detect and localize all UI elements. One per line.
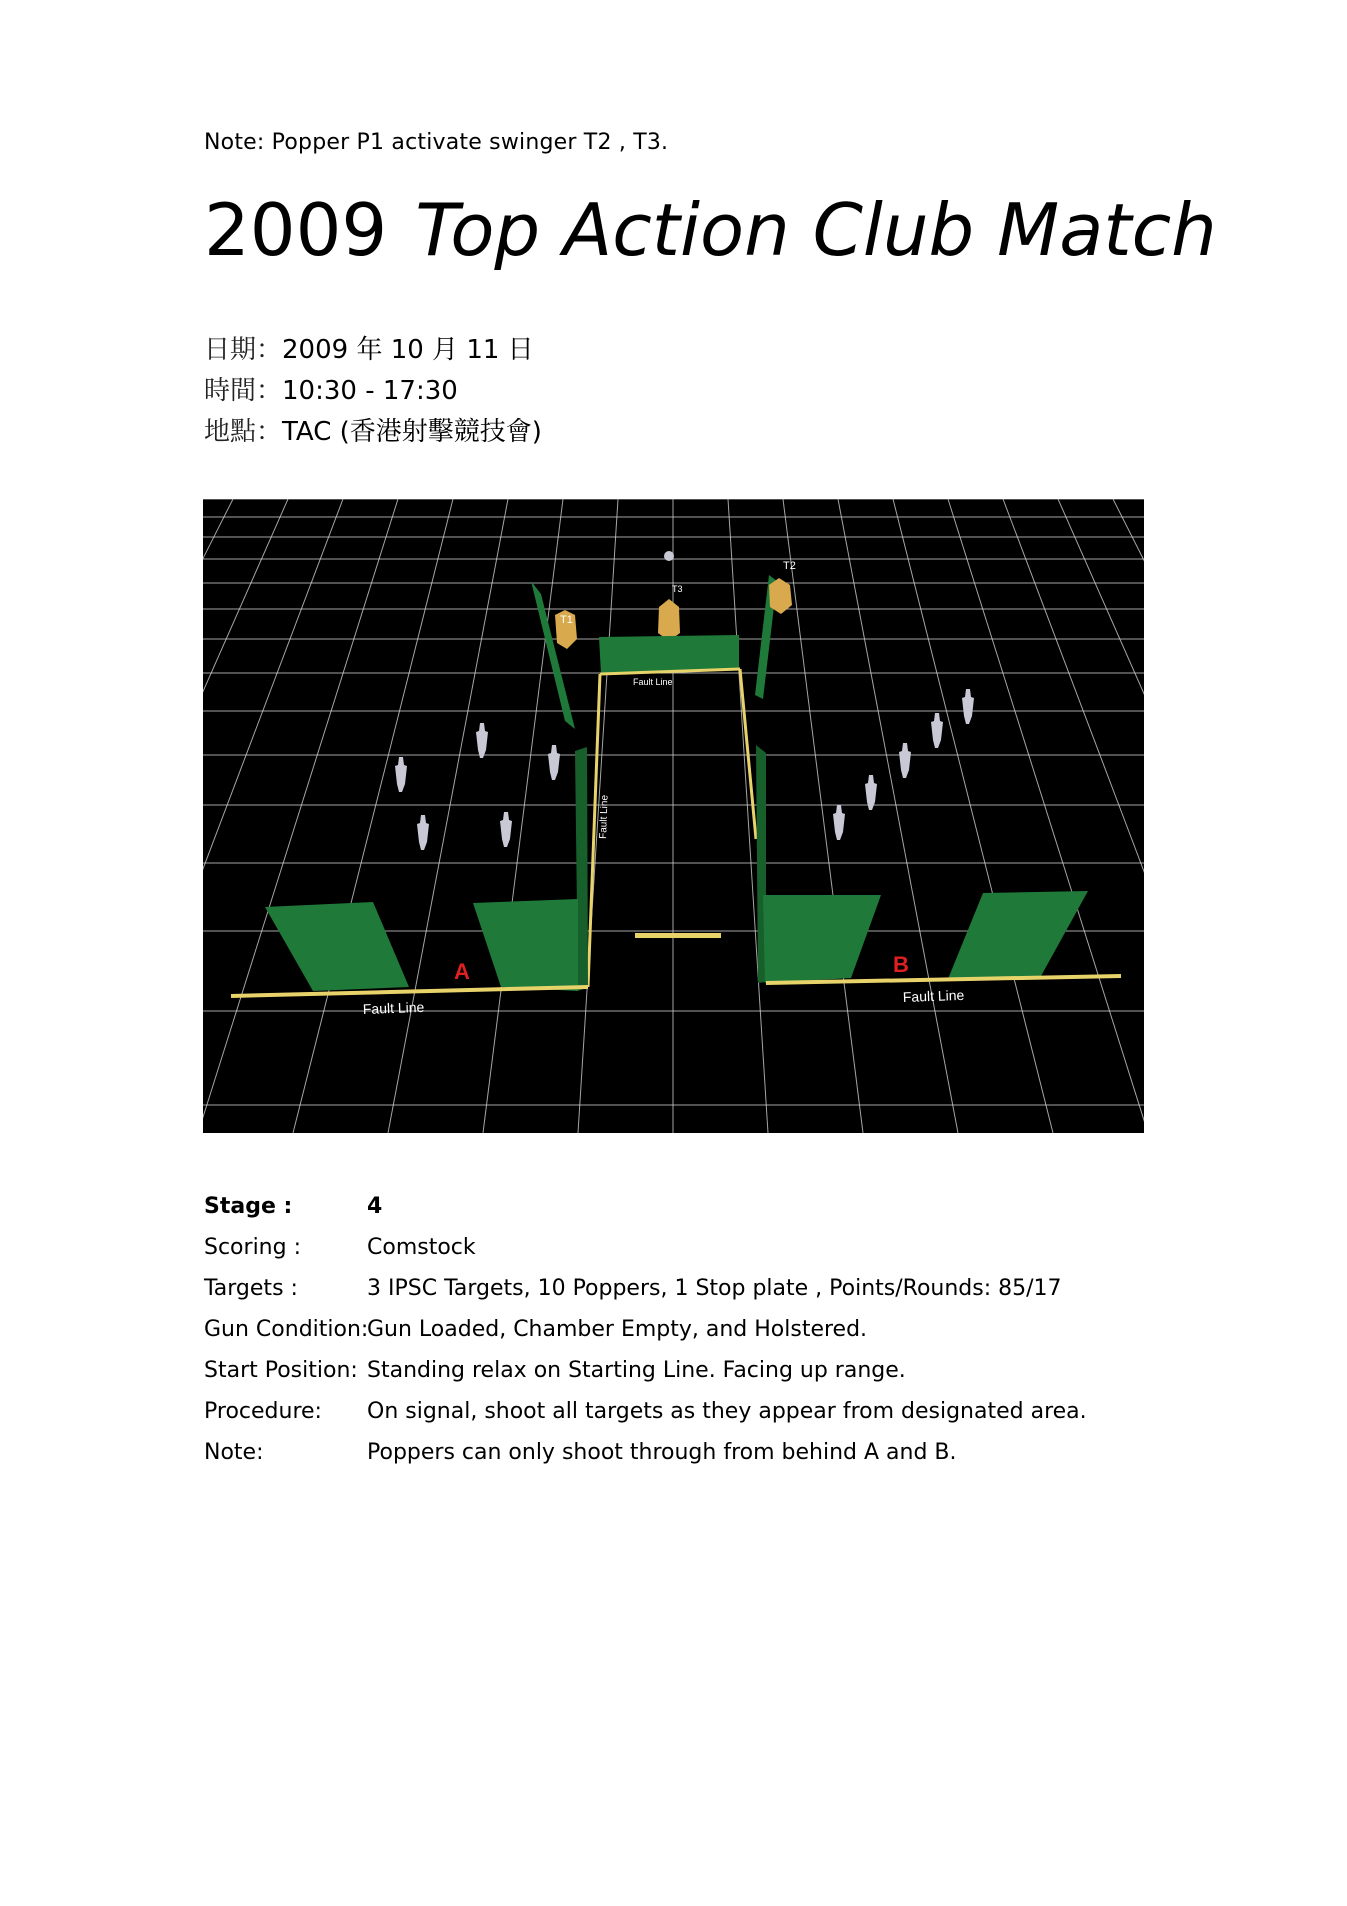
stage-diagram-svg [203, 499, 1144, 1133]
fault-line-right-label: Fault Line [902, 986, 965, 1005]
area-b-label: B [893, 952, 909, 977]
info-location [204, 412, 542, 453]
start-line [635, 933, 721, 938]
info-date [204, 330, 542, 371]
stage-diagram [203, 499, 1144, 1133]
title-name: Top Action Club Match [415, 188, 1217, 272]
barrier-top [599, 635, 739, 674]
detail-value: On signal, shoot all targets as they appear from designated area. [367, 1399, 1087, 1424]
detail-key: Stage : [204, 1194, 293, 1219]
info-label: 日期： [204, 335, 283, 365]
detail-key: Start Position: [204, 1358, 358, 1383]
header-note: Note: Popper P1 activate swinger T2 , T3. [204, 130, 669, 155]
match-info [204, 330, 542, 453]
info-value: 2009 年 10 月 11 日 [282, 335, 534, 365]
fault-line-vertical-label: Fault Line [598, 794, 611, 840]
area-a-label: A [454, 959, 470, 984]
title-year: 2009 [204, 188, 388, 272]
info-value: TAC (香港射擊競技會) [282, 417, 542, 447]
fault-line-left-label: Fault Line [362, 998, 425, 1017]
info-label: 地點： [204, 417, 283, 447]
t1-label: T1 [560, 614, 573, 626]
t2-label: T2 [783, 560, 796, 572]
detail-key: Procedure: [204, 1399, 322, 1424]
fault-line-top-label: Fault Line [633, 677, 673, 687]
info-time [204, 371, 542, 412]
detail-value: Gun Loaded, Chamber Empty, and Holstered. [367, 1317, 868, 1342]
match-title [204, 188, 1217, 272]
detail-value: Poppers can only shoot through from behind A and B. [367, 1440, 957, 1465]
detail-key: Scoring : [204, 1235, 301, 1260]
info-value: 10:30 - 17:30 [282, 376, 458, 406]
target-t3 [658, 599, 680, 641]
info-label: 時間： [204, 376, 283, 406]
detail-key: Note: [204, 1440, 264, 1465]
t3-label: T3 [672, 584, 683, 594]
detail-key: Targets : [204, 1276, 298, 1301]
detail-value: 4 [367, 1194, 383, 1219]
detail-value: 3 IPSC Targets, 10 Poppers, 1 Stop plate , Points/Rounds: 85/17 [367, 1276, 1062, 1301]
detail-key: Gun Condition: [204, 1317, 369, 1342]
detail-value: Standing relax on Starting Line. Facing up range. [367, 1358, 906, 1383]
detail-value: Comstock [367, 1235, 476, 1260]
stop-plate [664, 551, 674, 561]
